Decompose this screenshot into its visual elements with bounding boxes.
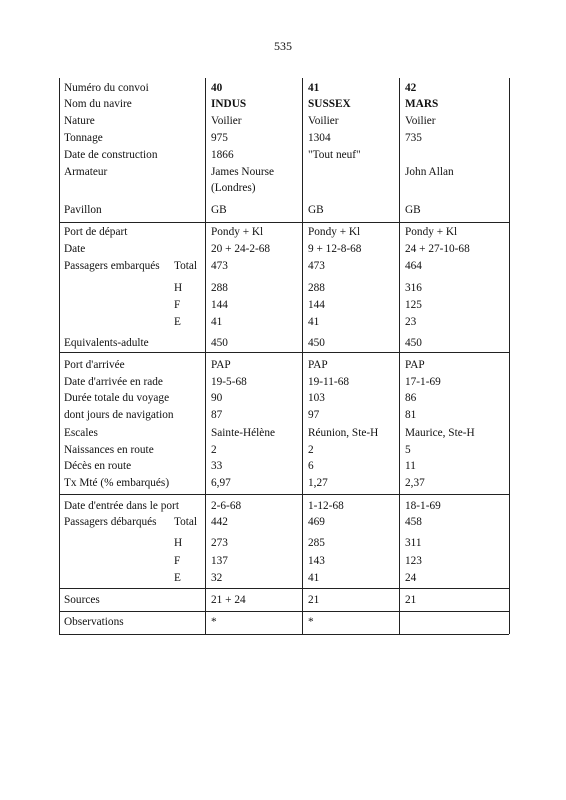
row-label-date-entree: Date d'entrée dans le port xyxy=(64,500,179,512)
cell-nature: Voilier xyxy=(211,115,242,127)
section-divider xyxy=(59,222,509,223)
cell-port-arrivee: PAP xyxy=(211,359,231,371)
cell-pavillon: GB xyxy=(211,204,227,216)
cell-debarques-total: 442 xyxy=(211,516,228,528)
row-label-nature: Nature xyxy=(64,115,95,127)
row-label-embarques: Passagers embarqués xyxy=(64,260,160,272)
row-label-equivalents: Equivalents-adulte xyxy=(64,337,149,349)
row-sublabel-f: F xyxy=(174,299,181,311)
row-sublabel-e: E xyxy=(174,316,181,328)
cell-debarques-h: 311 xyxy=(405,537,422,549)
row-label-date: Date xyxy=(64,243,86,255)
row-sublabel-total: Total xyxy=(174,260,198,272)
cell-sources: 21 xyxy=(308,594,320,606)
cell-sources: 21 xyxy=(405,594,417,606)
cell-debarques-e: 24 xyxy=(405,572,417,584)
cell-debarques-f: 137 xyxy=(211,555,228,567)
cell-jours-nav: 87 xyxy=(211,409,223,421)
row-sublabel-e: E xyxy=(174,572,181,584)
cell-embarques-f: 144 xyxy=(308,299,325,311)
cell-armateur: James Nourse xyxy=(211,166,275,178)
table-border-right xyxy=(509,78,510,634)
cell-deces: 11 xyxy=(405,460,416,472)
cell-duree: 86 xyxy=(405,392,417,404)
cell-date: 24 + 27-10-68 xyxy=(405,243,470,255)
cell-embarques-e: 23 xyxy=(405,316,417,328)
column-divider xyxy=(302,78,303,634)
cell-debarques-f: 143 xyxy=(308,555,325,567)
cell-naissances: 5 xyxy=(405,444,411,456)
row-label-port-arrivee: Port d'arrivée xyxy=(64,359,125,371)
cell-debarques-total: 458 xyxy=(405,516,422,528)
cell-armateur: John Allan xyxy=(405,166,454,178)
row-label-naissances: Naissances en route xyxy=(64,444,154,456)
section-divider xyxy=(59,494,509,495)
cell-embarques-e: 41 xyxy=(211,316,223,328)
cell-embarques-f: 125 xyxy=(405,299,422,311)
section-divider xyxy=(59,611,509,612)
cell-navire: SUSSEX xyxy=(308,98,351,110)
cell-embarques-total: 473 xyxy=(211,260,228,272)
cell-debarques-h: 285 xyxy=(308,537,325,549)
column-divider xyxy=(399,78,400,634)
cell-embarques-h: 288 xyxy=(211,282,228,294)
cell-tx-mte: 1,27 xyxy=(308,477,328,489)
row-sublabel-h: H xyxy=(174,537,183,549)
row-label-navire: Nom du navire xyxy=(64,98,132,110)
cell-numero: 40 xyxy=(211,82,223,94)
cell-sources: 21 + 24 xyxy=(211,594,246,606)
cell-embarques-total: 473 xyxy=(308,260,325,272)
cell-deces: 33 xyxy=(211,460,223,472)
cell-port-depart: Pondy + Kl xyxy=(405,226,458,238)
cell-tx-mte: 6,97 xyxy=(211,477,231,489)
cell-construction: 1866 xyxy=(211,149,234,161)
row-sublabel-h: H xyxy=(174,282,183,294)
cell-jours-nav: 81 xyxy=(405,409,417,421)
row-label-deces: Décès en route xyxy=(64,460,132,472)
row-label-tonnage: Tonnage xyxy=(64,132,103,144)
cell-jours-nav: 97 xyxy=(308,409,320,421)
cell-port-depart: Pondy + Kl xyxy=(211,226,264,238)
table-border-left xyxy=(59,78,60,634)
column-divider xyxy=(205,78,206,634)
cell-nature: Voilier xyxy=(308,115,339,127)
row-label-debarques: Passagers débarqués xyxy=(64,516,157,528)
cell-date-entree: 1-12-68 xyxy=(308,500,344,512)
cell-debarques-f: 123 xyxy=(405,555,422,567)
cell-embarques-total: 464 xyxy=(405,260,422,272)
cell-debarques-h: 273 xyxy=(211,537,228,549)
cell-pavillon: GB xyxy=(405,204,421,216)
cell-debarques-total: 469 xyxy=(308,516,325,528)
row-label-sources: Sources xyxy=(64,594,100,606)
row-label-pavillon: Pavillon xyxy=(64,204,102,216)
cell-equivalents: 450 xyxy=(211,337,228,349)
cell-numero: 41 xyxy=(308,82,320,94)
cell-port-depart: Pondy + Kl xyxy=(308,226,361,238)
cell-embarques-e: 41 xyxy=(308,316,320,328)
cell-naissances: 2 xyxy=(211,444,217,456)
cell-embarques-f: 144 xyxy=(211,299,228,311)
cell-tonnage: 1304 xyxy=(308,132,331,144)
row-label-tx-mte: Tx Mté (% embarqués) xyxy=(64,477,170,489)
cell-tonnage: 735 xyxy=(405,132,422,144)
cell-date: 9 + 12-8-68 xyxy=(308,243,362,255)
table-border-bottom xyxy=(59,634,509,635)
row-label-observations: Observations xyxy=(64,616,124,628)
cell-date-rade: 17-1-69 xyxy=(405,376,441,388)
cell-deces: 6 xyxy=(308,460,314,472)
cell-debarques-e: 41 xyxy=(308,572,320,584)
cell-port-arrivee: PAP xyxy=(405,359,425,371)
cell-date: 20 + 24-2-68 xyxy=(211,243,271,255)
row-label-jours-nav: dont jours de navigation xyxy=(64,409,174,421)
page-number: 535 xyxy=(274,39,292,53)
section-divider xyxy=(59,588,509,589)
cell-date-rade: 19-11-68 xyxy=(308,376,349,388)
row-label-date-rade: Date d'arrivée en rade xyxy=(64,376,163,388)
cell-embarques-h: 288 xyxy=(308,282,325,294)
row-label-numero: Numéro du convoi xyxy=(64,82,149,94)
cell-escales: Sainte-Hélène xyxy=(211,427,275,439)
cell-equivalents: 450 xyxy=(405,337,422,349)
row-label-port-depart: Port de départ xyxy=(64,226,128,238)
cell-duree: 103 xyxy=(308,392,325,404)
cell-navire: MARS xyxy=(405,98,439,110)
row-sublabel-total: Total xyxy=(174,516,198,528)
section-divider xyxy=(59,352,509,353)
cell-observations: * xyxy=(211,616,217,628)
row-label-armateur: Armateur xyxy=(64,166,108,178)
cell-navire: INDUS xyxy=(211,98,247,110)
cell-duree: 90 xyxy=(211,392,223,404)
cell-port-arrivee: PAP xyxy=(308,359,328,371)
row-label-construction: Date de construction xyxy=(64,149,158,161)
cell-numero: 42 xyxy=(405,82,417,94)
cell-observations: * xyxy=(308,616,314,628)
row-label-duree: Durée totale du voyage xyxy=(64,392,170,404)
cell-equivalents: 450 xyxy=(308,337,325,349)
cell-escales: Réunion, Ste-H xyxy=(308,427,379,439)
cell-date-entree: 2-6-68 xyxy=(211,500,242,512)
cell-armateur-ville: (Londres) xyxy=(211,182,256,194)
cell-escales: Maurice, Ste-H xyxy=(405,427,475,439)
cell-date-entree: 18-1-69 xyxy=(405,500,441,512)
cell-construction: "Tout neuf" xyxy=(308,149,361,161)
row-label-escales: Escales xyxy=(64,427,98,439)
cell-pavillon: GB xyxy=(308,204,324,216)
cell-tonnage: 975 xyxy=(211,132,228,144)
cell-debarques-e: 32 xyxy=(211,572,223,584)
cell-nature: Voilier xyxy=(405,115,436,127)
row-sublabel-f: F xyxy=(174,555,181,567)
cell-date-rade: 19-5-68 xyxy=(211,376,247,388)
cell-tx-mte: 2,37 xyxy=(405,477,425,489)
cell-naissances: 2 xyxy=(308,444,314,456)
cell-embarques-h: 316 xyxy=(405,282,422,294)
